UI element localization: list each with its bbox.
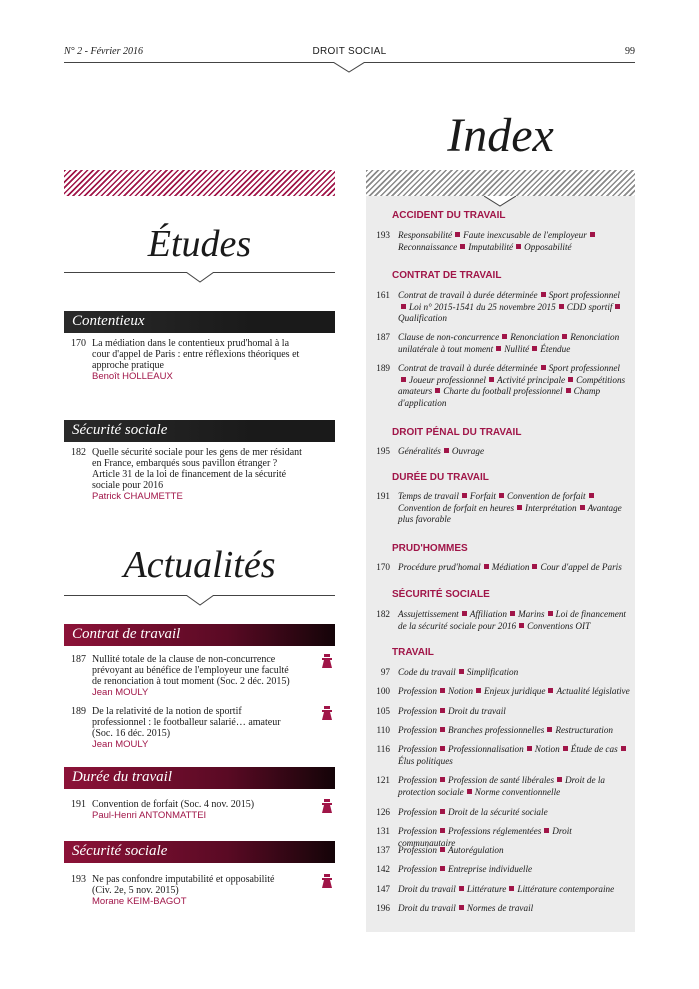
index-term: Qualification	[398, 313, 447, 323]
separator-square	[502, 334, 507, 339]
index-term: Interprétation	[525, 502, 577, 513]
index-term: Profession	[398, 686, 437, 696]
index-term: Contrat de travail à durée déterminée	[398, 290, 538, 300]
index-term: Sport professionnel	[548, 290, 620, 300]
page-ref: 193	[376, 230, 390, 240]
separator-square	[459, 886, 464, 891]
separator-square	[440, 866, 445, 871]
separator-square	[541, 292, 546, 297]
separator-square	[509, 886, 514, 891]
page-ref: 189	[71, 706, 86, 717]
separator-square	[589, 493, 594, 498]
index-term: Contrat de travail à durée déterminée	[398, 363, 538, 373]
index-term: Droit de la protection sociale	[398, 775, 606, 797]
page-ref: 195	[376, 446, 390, 456]
separator-square	[548, 611, 553, 616]
etudes-title: Études	[147, 223, 252, 265]
separator-square	[519, 623, 524, 628]
section-label: Contentieux	[72, 313, 145, 329]
news-title: De la relativité de la notion de sportif professionnel : le footballeur salarié… amateur (Soc. 16 déc. 2015)	[92, 706, 281, 739]
index-term: Profession	[398, 845, 437, 855]
page-ref: 182	[71, 447, 86, 458]
index-term: Activité principale	[496, 374, 566, 385]
index-term: Branches professionnelles	[447, 725, 545, 735]
section-label: Contrat de travail	[72, 626, 181, 642]
index-category: DROIT PÉNAL DU TRAVAIL	[392, 427, 522, 438]
page-number: 99	[625, 46, 635, 57]
separator-square	[532, 346, 537, 351]
author-name: Jean MOULY	[92, 739, 149, 750]
index-term: Joueur professionnel	[409, 374, 486, 385]
index-term: Notion	[447, 686, 473, 696]
separator-square	[467, 789, 472, 794]
separator-square	[548, 688, 553, 693]
index-term: Élus politiques	[398, 755, 453, 766]
separator-square	[440, 688, 445, 693]
page-ref: 126	[376, 807, 390, 817]
etudes-notch	[186, 272, 214, 284]
separator-square	[459, 905, 464, 910]
separator-square	[460, 244, 465, 249]
index-term: Profession	[398, 807, 437, 817]
index-term: Profession	[398, 775, 437, 785]
index-term: Droit de la sécurité sociale	[447, 807, 548, 817]
page-ref: 189	[376, 363, 390, 373]
judge-icon	[321, 799, 333, 813]
separator-square	[517, 505, 522, 510]
author-name: Morane KEIM-BAGOT	[92, 896, 187, 907]
page-ref: 121	[376, 775, 390, 785]
index-term: Conventions OIT	[527, 620, 591, 631]
author-name: Benoît HOLLEAUX	[92, 371, 173, 382]
index-term: Profession	[398, 706, 437, 716]
index-term: Charte du football professionnel	[443, 386, 563, 396]
separator-square	[527, 746, 532, 751]
news-title: Ne pas confondre imputabilité et opposabilité (Civ. 2e, 5 nov. 2015)	[92, 874, 275, 896]
index-term: CDD sportif	[566, 301, 613, 312]
index-term: Généralités	[398, 446, 441, 456]
hatched-band-right	[366, 170, 635, 196]
page-ref: 196	[376, 903, 390, 913]
separator-square	[489, 377, 494, 382]
index-term: Reconnaissance	[398, 241, 458, 252]
separator-square	[563, 746, 568, 751]
section-banner-contentieux	[64, 311, 335, 333]
section-banner-contrat-de-travail	[64, 624, 335, 646]
separator-square	[462, 611, 467, 616]
index-term: Droit du travail	[398, 903, 456, 913]
page-ref: 142	[376, 864, 390, 874]
index-notch	[484, 196, 516, 208]
index-term: Étendue	[540, 343, 571, 354]
separator-square	[440, 847, 445, 852]
index-term: Droit du travail	[398, 884, 456, 894]
index-term: Simplification	[466, 667, 519, 677]
separator-square	[566, 388, 571, 393]
separator-square	[557, 777, 562, 782]
index-term: Compétitions amateurs	[398, 374, 626, 396]
header-notch	[333, 62, 365, 74]
separator-square	[615, 304, 620, 309]
index-term: Avantage plus favorable	[398, 502, 622, 524]
index-term: Étude de cas	[570, 744, 618, 754]
index-term: Assujettissement	[398, 609, 459, 619]
page-ref: 97	[380, 667, 390, 677]
judge-icon	[321, 874, 333, 888]
index-term: Faute inexcusable de l'employeur	[463, 230, 587, 240]
index-term: Convention de forfait en heures	[398, 502, 515, 513]
index-term: Profession de santé libérales	[447, 775, 555, 785]
index-term: Nullité	[504, 343, 530, 354]
separator-square	[510, 611, 515, 616]
index-term: Norme conventionnelle	[474, 786, 561, 797]
page-ref: 137	[376, 845, 390, 855]
separator-square	[401, 304, 406, 309]
page-ref: 110	[376, 725, 390, 735]
index-term: Opposabilité	[524, 241, 572, 252]
separator-square	[440, 809, 445, 814]
page-ref: 131	[376, 826, 390, 836]
separator-square	[440, 828, 445, 833]
index-category: DURÉE DU TRAVAIL	[392, 472, 489, 483]
separator-square	[401, 377, 406, 382]
index-term: Renonciation	[510, 332, 560, 342]
separator-square	[532, 564, 537, 569]
index-term: Entreprise individuelle	[447, 864, 533, 874]
separator-square	[559, 304, 564, 309]
separator-square	[544, 828, 549, 833]
separator-square	[580, 505, 585, 510]
index-term: Responsabilité	[398, 230, 453, 240]
index-term: Marins	[518, 609, 545, 619]
index-category: CONTRAT DE TRAVAIL	[392, 270, 502, 281]
page-ref: 105	[376, 706, 390, 716]
index-term: Restructuration	[555, 725, 614, 735]
index-term: Droit communautaire	[398, 826, 572, 848]
separator-square	[476, 688, 481, 693]
index-category: TRAVAIL	[392, 647, 434, 658]
separator-square	[435, 388, 440, 393]
index-term: Ouvrage	[451, 446, 485, 456]
separator-square	[440, 708, 445, 713]
study-title: Quelle sécurité sociale pour les gens de mer résidant en France, embarqués sous pavillon étranger ? Article 31 de la loi de financement de la sécurité sociale pour 2016	[92, 447, 302, 491]
section-banner-duree-du-travail	[64, 767, 335, 789]
page-ref: 191	[71, 799, 86, 810]
page-ref: 161	[376, 290, 390, 300]
section-banner-securite-sociale	[64, 420, 335, 442]
separator-square	[568, 377, 573, 382]
index-term: Profession	[398, 864, 437, 874]
separator-square	[455, 232, 460, 237]
index-term: Loi n° 2015-1541 du 25 novembre 2015	[409, 301, 556, 312]
index-term: Code du travail	[398, 667, 456, 677]
index-term: Droit du travail	[447, 706, 506, 716]
index-term: Professionnalisation	[447, 744, 524, 754]
actualites-title: Actualités	[123, 544, 276, 586]
index-term: Renonciation unilatérale à tout moment	[398, 332, 620, 354]
index-category: SÉCURITÉ SOCIALE	[392, 589, 490, 600]
page-ref: 187	[376, 332, 390, 342]
separator-square	[547, 727, 552, 732]
judge-icon	[321, 706, 333, 720]
index-term: Profession	[398, 725, 437, 735]
index-term: Convention de forfait	[506, 491, 586, 501]
index-term: Autorégulation	[447, 845, 504, 855]
page-ref: 100	[376, 686, 390, 696]
news-title: Nullité totale de la clause de non-concurrence prévoyant au bénéfice de l'employeur une faculté de renonciation à tout moment (Soc. 2 déc. 2015)	[92, 654, 290, 687]
page-ref: 187	[71, 654, 86, 665]
index-term: Profession	[398, 744, 437, 754]
section-label: Sécurité sociale	[72, 422, 168, 438]
issue-number: N° 2 - Février 2016	[64, 46, 143, 57]
journal-title: DROIT SOCIAL	[312, 46, 387, 57]
page-ref: 147	[376, 884, 390, 894]
index-term: Forfait	[469, 491, 496, 501]
index-title: Index	[447, 109, 554, 162]
separator-square	[440, 727, 445, 732]
study-title: La médiation dans le contentieux prud'homal à la cour d'appel de Paris : entre réflexions théoriques et approche pratique	[92, 338, 300, 371]
separator-square	[462, 493, 467, 498]
index-category: PRUD'HOMMES	[392, 543, 468, 554]
separator-square	[444, 448, 449, 453]
index-term: Loi de financement de la sécurité sociale pour 2016	[398, 609, 626, 631]
section-banner-securite-sociale-actu	[64, 841, 335, 863]
page-ref: 193	[71, 874, 86, 885]
index-term: Littérature	[466, 884, 507, 894]
index-term: Sport professionnel	[548, 363, 620, 373]
news-title: Convention de forfait (Soc. 4 nov. 2015)	[92, 799, 255, 810]
page-ref: 191	[376, 491, 390, 501]
index-term: Cour d'appel de Paris	[540, 562, 622, 572]
index-term: Temps de travail	[398, 491, 459, 501]
index-term: Imputabilité	[468, 241, 514, 252]
index-term: Profession	[398, 826, 437, 836]
index-term: Actualité législative	[556, 686, 630, 696]
separator-square	[496, 346, 501, 351]
separator-square	[590, 232, 595, 237]
section-label: Sécurité sociale	[72, 843, 168, 859]
separator-square	[499, 493, 504, 498]
index-term: Clause de non-concurrence	[398, 332, 500, 342]
index-category: ACCIDENT DU TRAVAIL	[392, 210, 506, 221]
index-term: Procédure prud'homal	[398, 562, 481, 572]
index-term: Enjeux juridique	[483, 686, 546, 696]
index-term: Professions réglementées	[447, 826, 542, 836]
separator-square	[459, 669, 464, 674]
actualites-notch	[186, 595, 214, 607]
author-name: Patrick CHAUMETTE	[92, 491, 183, 502]
index-term: Normes de travail	[466, 903, 534, 913]
separator-square	[541, 365, 546, 370]
index-term: Affiliation	[469, 609, 507, 619]
hatched-band-left	[64, 170, 335, 196]
index-term: Littérature contemporaine	[517, 884, 615, 894]
page-ref: 116	[376, 744, 390, 754]
page-ref: 170	[71, 338, 86, 349]
separator-square	[440, 777, 445, 782]
page-ref: 182	[376, 609, 390, 619]
index-term: Notion	[534, 744, 560, 754]
judge-icon	[321, 654, 333, 668]
page-ref: 170	[376, 562, 390, 572]
author-name: Paul-Henri ANTONMATTEI	[92, 810, 207, 821]
section-label: Durée du travail	[72, 769, 172, 785]
separator-square	[562, 334, 567, 339]
index-term: Champ d'application	[398, 386, 601, 408]
separator-square	[516, 244, 521, 249]
separator-square	[484, 564, 489, 569]
author-name: Jean MOULY	[92, 687, 149, 698]
separator-square	[440, 746, 445, 751]
index-term: Médiation	[491, 562, 530, 572]
separator-square	[621, 746, 626, 751]
